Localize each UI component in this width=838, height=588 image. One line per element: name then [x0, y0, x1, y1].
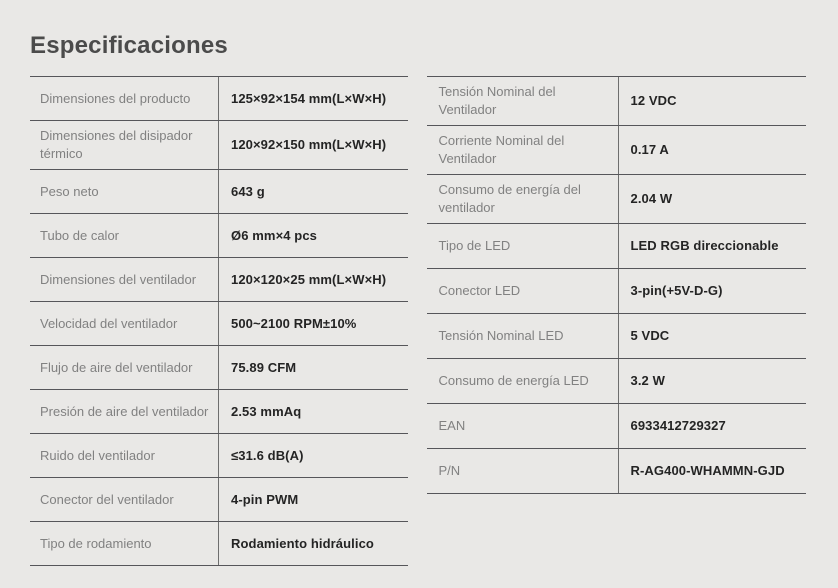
spec-label: Flujo de aire del ventilador	[30, 346, 219, 389]
table-row	[30, 302, 408, 346]
spec-value: 500~2100 RPM±10%	[231, 315, 357, 331]
spec-tables-container	[30, 76, 806, 566]
spec-label: Velocidad del ventilador	[30, 302, 219, 345]
spec-value: 120×92×150 mm(L×W×H)	[231, 137, 387, 152]
spec-value: 75.89 CFM	[231, 359, 297, 375]
spec-label: Tensión Nominal del Ventilador	[427, 77, 619, 125]
table-row	[427, 77, 807, 126]
spec-value: 5 VDC	[630, 328, 670, 343]
spec-value: Rodamiento hidráulico	[231, 535, 374, 551]
table-row	[30, 434, 408, 478]
spec-label: P/N	[427, 449, 619, 493]
spec-label: Conector LED	[427, 269, 619, 313]
table-row	[427, 269, 807, 314]
spec-label: Presión de aire del ventilador	[30, 390, 219, 433]
spec-value: 4-pin PWM	[231, 491, 299, 507]
table-row	[427, 404, 807, 449]
spec-label: Tubo de calor	[30, 214, 219, 257]
spec-value: ≤31.6 dB(A)	[231, 447, 304, 463]
table-row	[30, 214, 408, 258]
spec-value: 120×120×25 mm(L×W×H)	[231, 271, 387, 287]
spec-value: 6933412729327	[630, 418, 726, 433]
table-row	[427, 126, 807, 175]
spec-value: 2.53 mmAq	[231, 403, 302, 419]
table-row	[30, 346, 408, 390]
spec-label: Consumo de energía del ventilador	[427, 175, 619, 223]
spec-label: Tensión Nominal LED	[427, 314, 619, 358]
spec-value: 3-pin(+5V-D-G)	[630, 283, 723, 298]
table-row	[30, 390, 408, 434]
spec-value: 12 VDC	[630, 93, 677, 108]
spec-label: Corriente Nominal del Ventilador	[427, 126, 619, 174]
table-row	[30, 522, 408, 566]
table-row	[30, 121, 408, 170]
spec-label: Consumo de energía LED	[427, 359, 619, 403]
table-row	[30, 258, 408, 302]
spec-label: Tipo de LED	[427, 224, 619, 268]
spec-label: Dimensiones del ventilador	[30, 258, 219, 301]
table-row	[30, 478, 408, 522]
table-row	[427, 359, 807, 404]
table-row	[30, 77, 408, 121]
spec-value: LED RGB direccionable	[630, 238, 779, 253]
spec-value: 643 g	[231, 183, 265, 199]
spec-table-left	[30, 76, 408, 566]
spec-value: 3.2 W	[630, 373, 665, 388]
spec-label: Dimensiones del disipador térmico	[30, 121, 219, 169]
spec-label: Dimensiones del producto	[30, 77, 219, 120]
table-row	[30, 170, 408, 214]
spec-value: 125×92×154 mm(L×W×H)	[231, 90, 387, 106]
spec-label: Ruido del ventilador	[30, 434, 219, 477]
spec-value: Ø6 mm×4 pcs	[231, 227, 318, 243]
spec-label: Conector del ventilador	[30, 478, 219, 521]
table-row	[427, 449, 807, 494]
spec-label: EAN	[427, 404, 619, 448]
spec-label: Peso neto	[30, 170, 219, 213]
spec-value: 2.04 W	[630, 191, 673, 206]
spec-value: R-AG400-WHAMMN-GJD	[630, 463, 785, 478]
table-row	[427, 224, 807, 269]
spec-value: 0.17 A	[630, 142, 669, 157]
page-title: Especificaciones	[30, 32, 228, 59]
spec-label: Tipo de rodamiento	[30, 522, 219, 565]
table-row	[427, 314, 807, 359]
spec-table-right	[427, 76, 807, 494]
table-row	[427, 175, 807, 224]
